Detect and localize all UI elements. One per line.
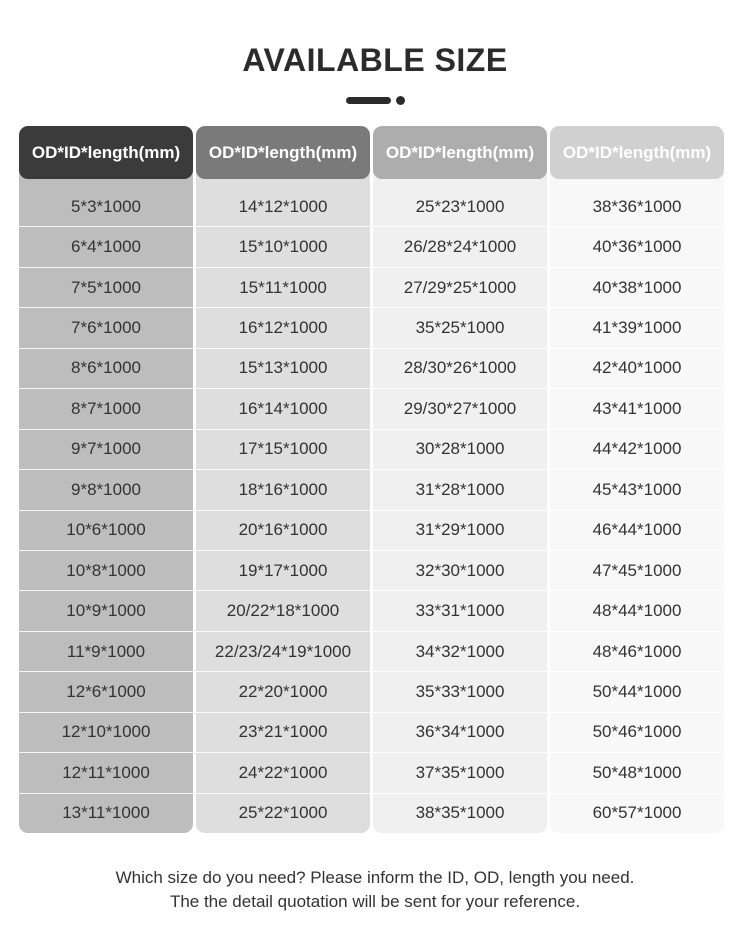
size-cell: 43*41*1000 <box>550 389 724 429</box>
size-cell: 15*10*1000 <box>196 227 370 267</box>
size-cell: 16*14*1000 <box>196 389 370 429</box>
size-cell: 26/28*24*1000 <box>373 227 547 267</box>
size-cell: 46*44*1000 <box>550 511 724 551</box>
size-cell: 7*5*1000 <box>19 268 193 308</box>
size-cell: 17*15*1000 <box>196 430 370 470</box>
size-cell: 12*11*1000 <box>19 753 193 793</box>
size-column-3 <box>373 126 547 833</box>
column-header: OD*ID*length(mm) <box>550 126 724 179</box>
size-cell: 22*20*1000 <box>196 672 370 712</box>
title-underline-dot <box>396 96 405 105</box>
size-cell: 10*8*1000 <box>19 551 193 591</box>
size-cell: 35*25*1000 <box>373 308 547 348</box>
column-body <box>196 179 370 833</box>
size-cell: 9*7*1000 <box>19 430 193 470</box>
size-column-2 <box>196 126 370 833</box>
size-cell: 7*6*1000 <box>19 308 193 348</box>
size-cell: 9*8*1000 <box>19 470 193 510</box>
column-body <box>19 179 193 833</box>
size-cell: 38*35*1000 <box>415 803 505 823</box>
size-cell: 12*10*1000 <box>19 713 193 753</box>
title-underline-bar <box>346 97 391 104</box>
size-cell: 45*43*1000 <box>550 470 724 510</box>
size-cell: 28/30*26*1000 <box>373 349 547 389</box>
size-cell: 19*17*1000 <box>196 551 370 591</box>
size-cell: 37*35*1000 <box>373 753 547 793</box>
size-cell: 60*57*1000 <box>592 803 682 823</box>
size-cell: 42*40*1000 <box>550 349 724 389</box>
size-cell: 20/22*18*1000 <box>196 591 370 631</box>
size-cell: 38*36*1000 <box>550 187 724 227</box>
column-header: OD*ID*length(mm) <box>19 126 193 179</box>
size-cell: 34*32*1000 <box>373 632 547 672</box>
size-cell: 10*6*1000 <box>19 511 193 551</box>
size-cell: 10*9*1000 <box>19 591 193 631</box>
size-cell: 29/30*27*1000 <box>373 389 547 429</box>
size-column-4 <box>550 126 724 833</box>
size-cell: 41*39*1000 <box>550 308 724 348</box>
size-cell: 33*31*1000 <box>373 591 547 631</box>
size-cell: 25*23*1000 <box>373 187 547 227</box>
column-body <box>550 179 724 833</box>
size-cell: 20*16*1000 <box>196 511 370 551</box>
size-cell: 50*44*1000 <box>550 672 724 712</box>
size-cell: 36*34*1000 <box>373 713 547 753</box>
size-column-1 <box>19 126 193 833</box>
size-cell: 44*42*1000 <box>550 430 724 470</box>
size-cell: 40*36*1000 <box>550 227 724 267</box>
size-cell: 23*21*1000 <box>196 713 370 753</box>
size-cell: 6*4*1000 <box>19 227 193 267</box>
column-body <box>373 179 547 833</box>
size-cell: 16*12*1000 <box>196 308 370 348</box>
size-cell: 15*13*1000 <box>196 349 370 389</box>
size-cell: 47*45*1000 <box>550 551 724 591</box>
size-table <box>19 126 725 833</box>
size-cell: 50*46*1000 <box>550 713 724 753</box>
size-cell: 48*44*1000 <box>550 591 724 631</box>
column-header: OD*ID*length(mm) <box>373 126 547 179</box>
size-cell: 31*29*1000 <box>373 511 547 551</box>
size-cell: 18*16*1000 <box>196 470 370 510</box>
size-cell: 31*28*1000 <box>373 470 547 510</box>
size-cell: 25*22*1000 <box>238 803 328 823</box>
footer-line-2: The the detail quotation will be sent for your reference. <box>169 892 581 911</box>
size-cell: 40*38*1000 <box>550 268 724 308</box>
size-cell: 22/23/24*19*1000 <box>196 632 370 672</box>
size-cell: 27/29*25*1000 <box>373 268 547 308</box>
size-cell: 14*12*1000 <box>196 187 370 227</box>
size-cell: 8*7*1000 <box>19 389 193 429</box>
size-cell: 35*33*1000 <box>373 672 547 712</box>
size-cell: 32*30*1000 <box>373 551 547 591</box>
column-header: OD*ID*length(mm) <box>196 126 370 179</box>
size-cell: 50*48*1000 <box>550 753 724 793</box>
size-cell: 12*6*1000 <box>19 672 193 712</box>
size-cell: 13*11*1000 <box>62 803 150 823</box>
footer-line-1: Which size do you need? Please inform the ID, OD, length you need. <box>115 868 635 887</box>
page-title: AVAILABLE SIZE <box>242 42 508 78</box>
size-cell: 30*28*1000 <box>373 430 547 470</box>
size-cell: 11*9*1000 <box>19 632 193 672</box>
footer-note <box>0 866 750 914</box>
size-cell: 5*3*1000 <box>19 187 193 227</box>
size-cell: 15*11*1000 <box>196 268 370 308</box>
size-cell: 24*22*1000 <box>196 753 370 793</box>
size-cell: 8*6*1000 <box>19 349 193 389</box>
size-cell: 48*46*1000 <box>550 632 724 672</box>
